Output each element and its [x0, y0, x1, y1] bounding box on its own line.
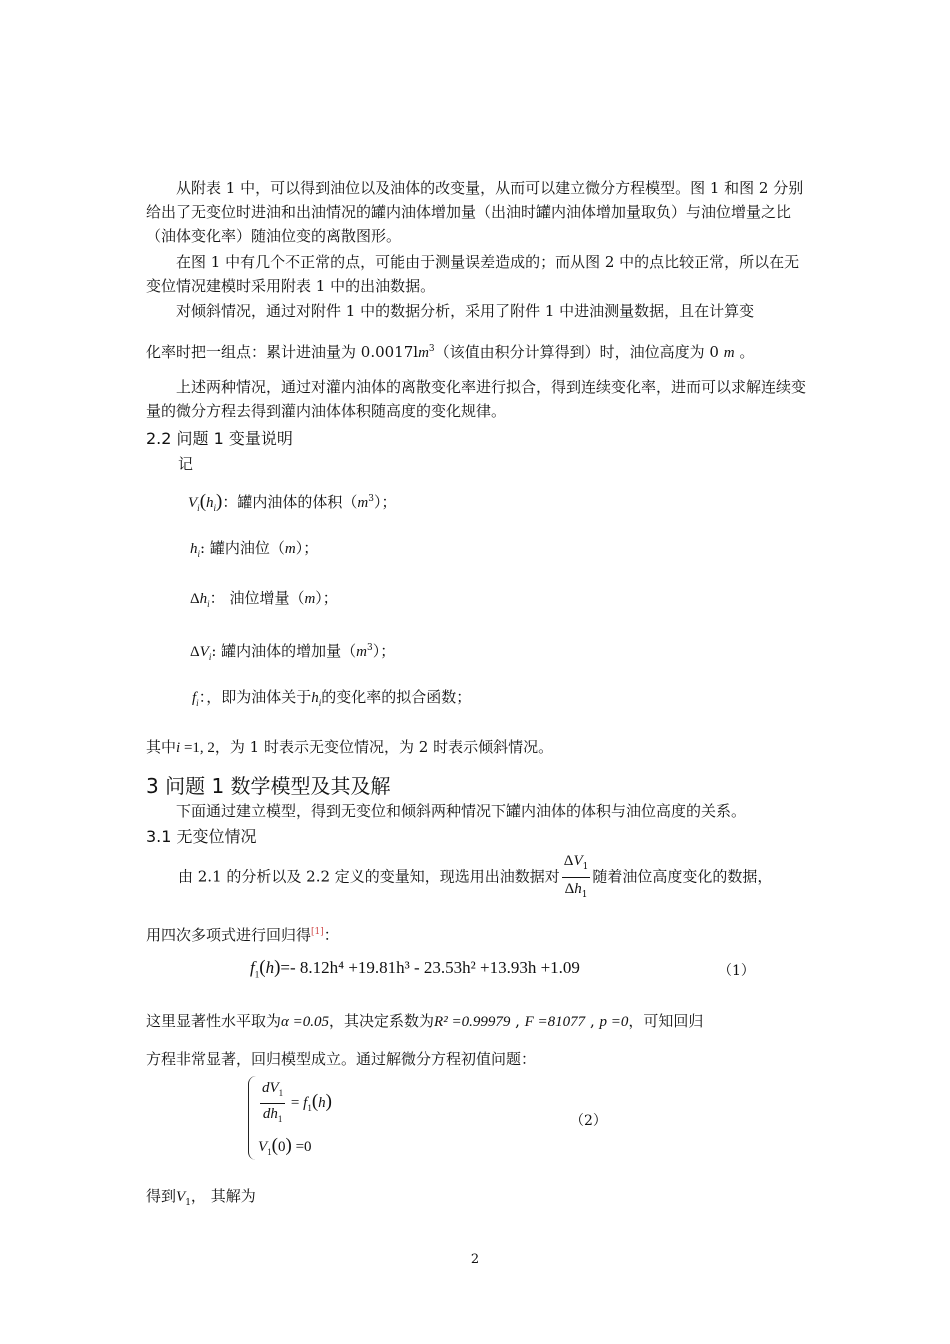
section-3-1-heading: 3.1 无变位情况 [146, 827, 257, 846]
paragraph-1: 从附表 1 中，可以得到油位以及油体的改变量，从而可以建立微分方程模型。图 1 和图 2 分别给出了无变位时进油和出油情况的罐内油体增加量（出油时罐内油体增加量取负）与油位增量之比（油体变化率）随油位变的离散图形。 [146, 179, 804, 245]
equation-1-rhs: =- 8.12h⁴ +19.81h³ - 23.53h² +13.93h +1.09 [280, 958, 580, 977]
paragraph-4: 化率时把一组点：累计进油量为 $0.0017lm^3$（该值由积分计算得到）时，油位高度为 0 m 。 [146, 343, 755, 361]
equation-1: $f_1(h)=-$ 8.12h⁴ +19.81h³ - 23.53h² +13.93h +1.09 [250, 957, 580, 980]
significance-text-a: 这里显著性水平取为 [146, 1012, 282, 1030]
index-note-a: 其中 [146, 738, 177, 756]
equation-2-line-2: $V_1(0) =0$ [258, 1135, 312, 1157]
index-note [146, 735, 553, 760]
var-f-definition: $f_i$：，即为油体关于$h_i$的变化率的拟合函数； [192, 688, 472, 708]
var-f-end: 的变化率的拟合函数； [321, 688, 472, 706]
solution-text-b: ， 其解为 [190, 1187, 256, 1205]
index-note-i: i [176, 740, 181, 756]
equation-2-line-1: $\frac{dV_1}{dh_1}$ = $f_1(h)$ [258, 1078, 332, 1129]
delta-ratio-fraction: $\frac{\Delta V_1}{\Delta h_1}$ [562, 850, 591, 905]
section-3-heading: 3 问题 1 数学模型及其及解 [146, 774, 391, 798]
solution-line: 得到$V_1$， 其解为 [146, 1187, 256, 1208]
regression-text-end: ： [323, 926, 339, 944]
var-h-text: : 罐内油位（ [200, 539, 285, 557]
section-2-2-heading: 2.2 问题 1 变量说明 [146, 429, 293, 448]
section-3-1-paragraph-4: 方程非常显著，回归模型成立。通过解微分方程初值问题： [146, 1050, 537, 1068]
var-h-end: ）； [295, 539, 319, 557]
paragraph-4-text-c: 。 [739, 343, 755, 361]
p-value: p =0 [599, 1014, 629, 1030]
equation-2-number: （2） [570, 1113, 607, 1129]
paragraph-2: 在图 1 中有几个不正常的点，可能由于测量误差造成的；而从图 2 中的点比较正常，所以在无变位情况建模时采用附表 1 中的出油数据。 [146, 253, 800, 295]
r-squared-value: R² =0.99979 [434, 1014, 511, 1030]
section-3-intro: 下面通过建立模型，得到无变位和倾斜两种情况下罐内油体的体积与油位高度的关系。 [176, 802, 747, 820]
regression-text: 用四次多项式进行回归得 [146, 926, 312, 944]
var-V-text: ：罐内油体的体积（ [222, 493, 358, 511]
var-dV-text: : 罐内油体的增加量（ [211, 642, 357, 660]
significance-line: 这里显著性水平取为α =0.05，其决定系数为R² =0.99979 , F =81077 , p =0，可知回归 [146, 1012, 704, 1030]
index-note-b: ，为 1 时表示无变位情况，为 2 时表示倾斜情况。 [214, 738, 554, 756]
paragraph-4-text-a: 化率时把一组点：累计进油量为 0.0017l [146, 343, 419, 361]
var-dV-end: ）； [372, 642, 396, 660]
system-brace [248, 1076, 257, 1160]
var-dV-definition: $\Delta V_i$: 罐内油体的增加量$(m^3)$； [190, 642, 396, 662]
var-h-definition: $h_i$: 罐内油位（m）； [190, 539, 319, 559]
section-3-1-paragraph-2 [146, 920, 339, 947]
var-dh-end: ）； [315, 589, 338, 607]
significance-text-c: ，可知回归 [628, 1012, 704, 1030]
var-f-text: ：，即为油体关于 [198, 688, 312, 706]
var-dh-definition: $\Delta h_i$： 油位增量（m）； [190, 589, 338, 609]
equation-1-number: （1） [718, 963, 755, 979]
f-statistic-value: F =81077 [524, 1014, 586, 1030]
var-V-definition: $V_i(h_i)$：罐内油体的体积$(m^3)$； [188, 491, 397, 513]
section-3-1-paragraph-1 [178, 850, 838, 905]
paragraph-4-text-b: （该值由积分计算得到）时，油位高度为 0 [434, 343, 719, 361]
solution-text-a: 得到 [146, 1187, 177, 1205]
citation-ref[interactable]: [1] [311, 927, 324, 937]
alpha-value: α =0.05 [281, 1014, 330, 1030]
dV-dh-fraction: $\frac{dV_1}{dh_1}$ [262, 1080, 284, 1124]
paragraph-5: 上述两种情况，通过对灌内油体的离散变化率进行拟合，得到连续变化率，进而可以求解连续变量的微分方程去得到灌内油体体积随高度的变化规律。 [146, 378, 807, 420]
index-note-values: =1, 2 [180, 740, 215, 756]
var-V-end: ）； [373, 493, 397, 511]
var-intro: 记 [178, 455, 194, 473]
paragraph-3: 对倾斜情况，通过对附件 1 中的数据分析，采用了附件 1 中进油测量数据，且在计算变 [176, 302, 755, 320]
significance-text-b: ，其决定系数为 [329, 1012, 435, 1030]
section-3-1-text-a: 由 2.1 的分析以及 2.2 定义的变量知，现选用出油数据对 [178, 867, 560, 886]
section-3-1-text-b: 随着油位高度变化的数据， [592, 867, 773, 886]
page-number: 2 [470, 1252, 480, 1267]
var-dh-text: ： 油位增量（ [209, 589, 305, 607]
